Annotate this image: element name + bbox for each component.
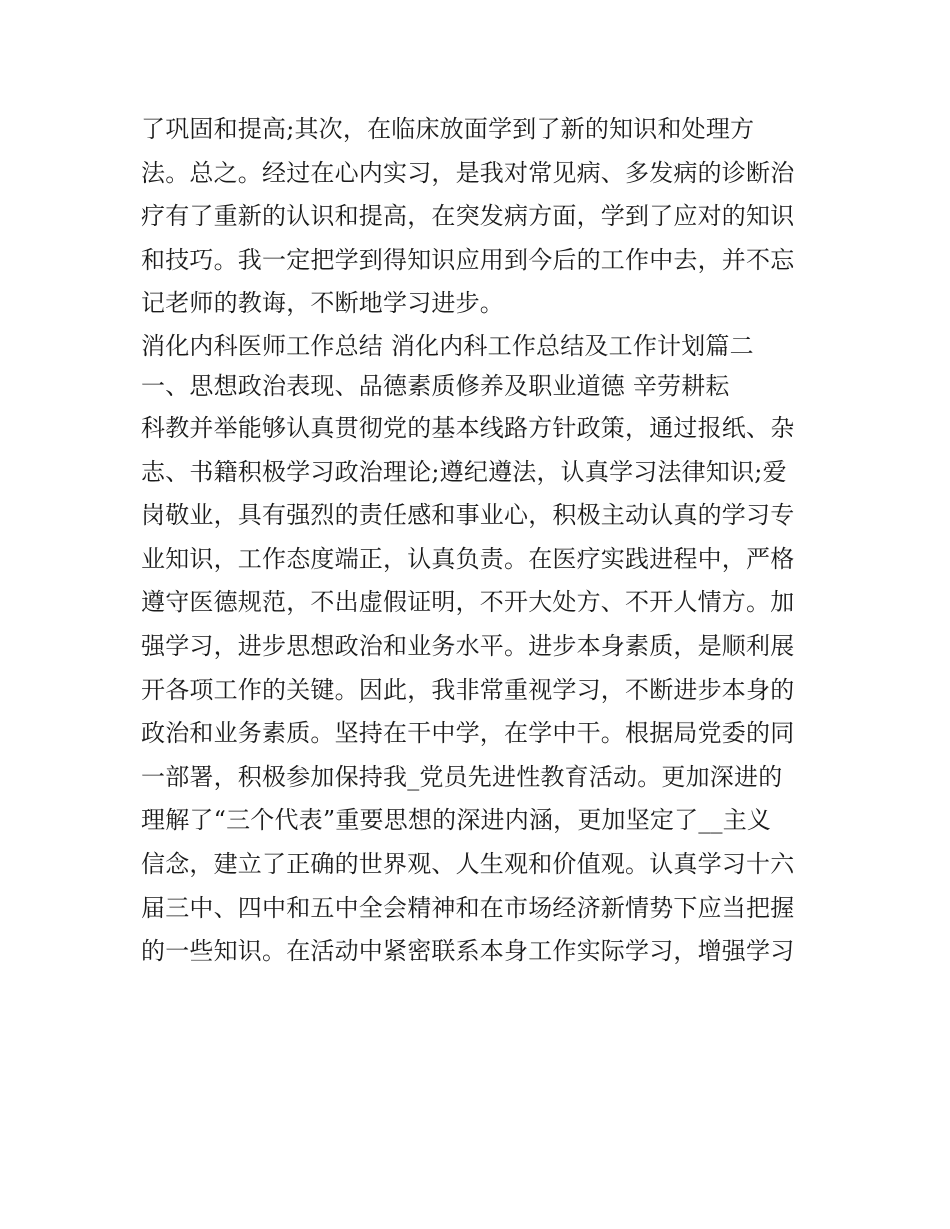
paragraph-line: 和技巧。我一定把学到得知识应用到今后的工作中去，并不忘: [141, 245, 795, 274]
paragraph-line: 遵守医德规范，不出虚假证明，不开大处方、不开人情方。加: [141, 588, 795, 617]
paragraph-line: 开各项工作的关键。因此，我非常重视学习，不断进步本身的: [141, 675, 795, 704]
paragraph-line: 的一些知识。在活动中紧密联系本身工作实际学习，增强学习: [141, 937, 795, 966]
section-heading: 一、思想政治表现、品德素质修养及职业道德 辛劳耕耘: [141, 372, 730, 401]
paragraph-line: 政治和业务素质。坚持在干中学，在学中干。根据局党委的同: [141, 719, 795, 748]
paragraph-line: 一部署，积极参加保持我_党员先进性教育活动。更加深进的: [141, 762, 783, 791]
paragraph-line: 理解了“三个代表”重要思想的深进内涵，更加坚定了__主义: [141, 806, 772, 835]
paragraph-line: 届三中、四中和五中全会精神和在市场经济新情势下应当把握: [141, 893, 795, 922]
paragraph-line: 科教并举能够认真贯彻党的基本线路方针政策，通过报纸、杂: [141, 413, 795, 442]
paragraph-line: 了巩固和提高;其次，在临床放面学到了新的知识和处理方: [141, 115, 755, 143]
paragraph-line: 法。总之。经过在心内实习，是我对常见病、多发病的诊断治: [141, 158, 795, 187]
paragraph-line: 志、书籍积极学习政治理论;遵纪遵法，认真学习法律知识;爱: [141, 457, 787, 486]
paragraph-line: 信念，建立了正确的世界观、人生观和价值观。认真学习十六: [141, 849, 795, 878]
paragraph-line: 疗有了重新的认识和提高，在突发病方面，学到了应对的知识: [141, 202, 795, 231]
section-title: 消化内科医师工作总结 消化内科工作总结及工作计划篇二: [141, 331, 754, 360]
document-body: [141, 108, 821, 974]
paragraph-line: 记老师的教诲，不断地学习进步。: [141, 289, 504, 318]
paragraph-line: 强学习，进步思想政治和业务水平。进步本身素质，是顺利展: [141, 631, 795, 660]
paragraph-line: 业知识，工作态度端正，认真负责。在医疗实践进程中，严格: [141, 544, 795, 573]
paragraph-line: 岗敬业，具有强烈的责任感和事业心，积极主动认真的学习专: [141, 501, 795, 530]
